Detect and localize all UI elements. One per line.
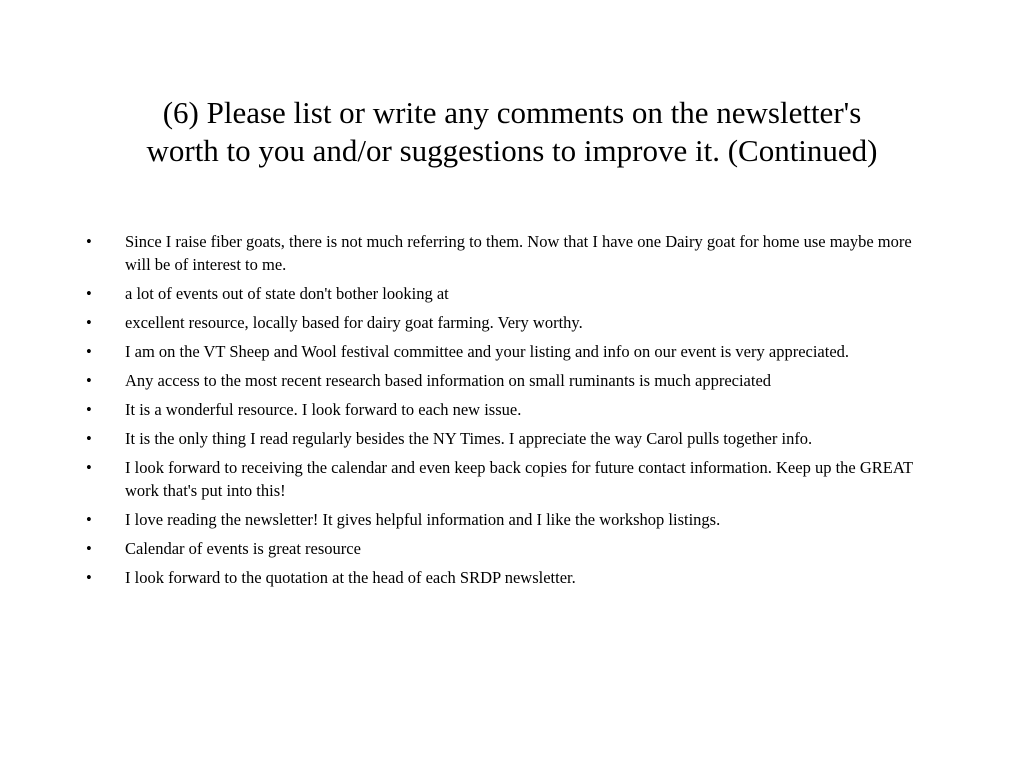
bullet-icon: • [86, 429, 92, 448]
comment-text: a lot of events out of state don't bother looking at [125, 284, 449, 303]
comment-text: Any access to the most recent research based information on small ruminants is much appreciated [125, 371, 772, 390]
list-item [86, 282, 916, 305]
comment-text: I am on the VT Sheep and Wool festival committee and your listing and info on our event is very appreciated. [125, 342, 850, 361]
comment-text: Since I raise fiber goats, there is not much referring to them. Now that I have one Dairy goat for home use maybe more will be of interest to me. [125, 232, 912, 274]
bullet-icon: • [86, 371, 92, 390]
list-item [86, 340, 916, 363]
list-item [86, 508, 916, 531]
bullet-icon: • [86, 510, 92, 529]
comment-text: It is the only thing I read regularly besides the NY Times. I appreciate the way Carol pulls together info. [125, 429, 813, 448]
bullet-icon: • [86, 458, 92, 477]
list-item [86, 398, 916, 421]
list-item [86, 427, 916, 450]
comment-text: excellent resource, locally based for dairy goat farming. Very worthy. [125, 313, 583, 332]
list-item [86, 230, 916, 276]
list-item [86, 566, 916, 589]
bullet-icon: • [86, 284, 92, 303]
bullet-icon: • [86, 313, 92, 332]
list-item [86, 369, 916, 392]
bullet-icon: • [86, 539, 92, 558]
comment-text: I look forward to the quotation at the head of each SRDP newsletter. [125, 568, 576, 587]
list-item [86, 537, 916, 560]
comment-text: I love reading the newsletter! It gives helpful information and I like the workshop listings. [125, 510, 721, 529]
comment-text: I look forward to receiving the calendar and even keep back copies for future contact information. Keep up the GREAT work that's put into this! [125, 458, 913, 500]
bullet-icon: • [86, 568, 92, 587]
title-line-1: (6) Please list or write any comments on the newsletter's [162, 95, 862, 130]
comment-text: Calendar of events is great resource [125, 539, 361, 558]
title-line-2: worth to you and/or suggestions to improve it. (Continued) [146, 133, 878, 168]
comment-text: It is a wonderful resource. I look forward to each new issue. [125, 400, 522, 419]
bullet-icon: • [86, 400, 92, 419]
list-item [86, 311, 916, 334]
bullet-icon: • [86, 342, 92, 361]
bullet-icon: • [86, 232, 92, 251]
slide-title [80, 94, 944, 170]
list-item [86, 456, 916, 502]
comment-list [86, 230, 916, 595]
